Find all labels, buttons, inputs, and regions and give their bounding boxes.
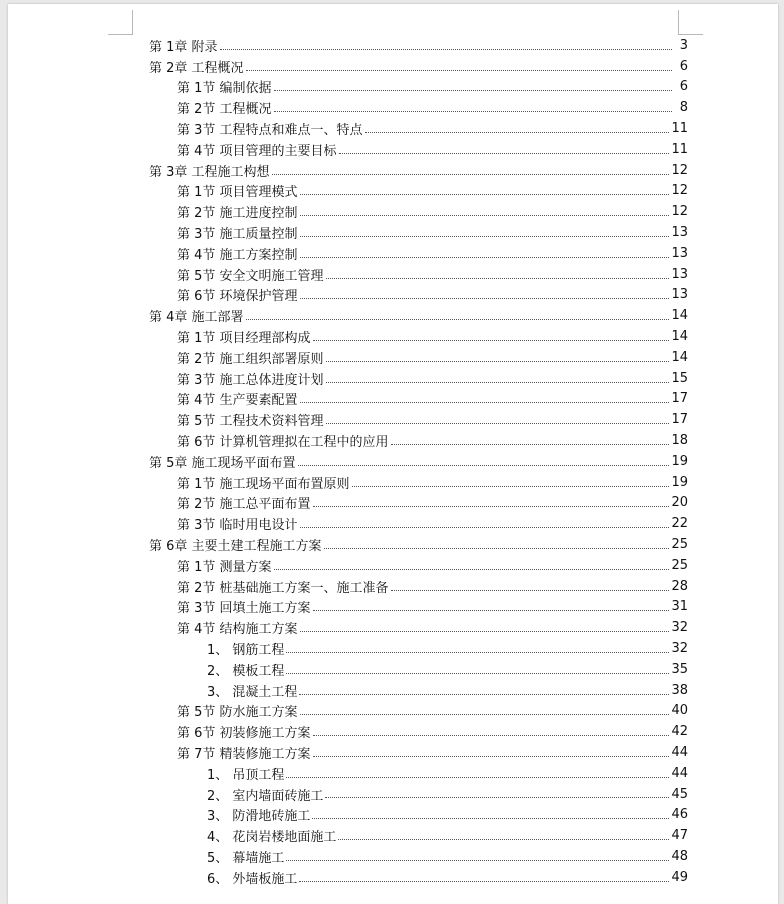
- toc-entry-label: 第 1节 项目经理部构成: [177, 331, 311, 347]
- toc-entry[interactable]: [149, 513, 688, 534]
- toc-entry-label: 1、 吊顶工程: [207, 767, 285, 783]
- document-page: [8, 4, 778, 904]
- toc-entry[interactable]: [149, 846, 688, 867]
- toc-entry-label: 第 6章 主要土建工程施工方案: [149, 539, 322, 555]
- toc-entry-label: 第 2节 施工总平面布置: [177, 497, 311, 513]
- toc-page-number: 11: [671, 141, 688, 157]
- toc-entry-label: 第 5节 安全文明施工管理: [177, 268, 324, 284]
- toc-page-number: 44: [671, 744, 688, 760]
- toc-page-number: 18: [671, 433, 688, 449]
- toc-entry-label: 第 4章 施工部署: [149, 310, 244, 326]
- toc-dot-leader: [286, 651, 669, 653]
- toc-dot-leader: [300, 401, 670, 403]
- toc-dot-leader: [220, 48, 672, 50]
- toc-page-number: 20: [671, 495, 688, 511]
- toc-dot-leader: [274, 110, 672, 112]
- toc-entry[interactable]: [149, 305, 688, 326]
- toc-entry-label: 5、 幕墙施工: [207, 850, 285, 866]
- toc-page-number: 47: [671, 828, 688, 844]
- toc-page-number: 25: [671, 557, 688, 573]
- toc-page-number: 49: [671, 869, 688, 885]
- toc-entry[interactable]: [149, 347, 688, 368]
- toc-entry[interactable]: [149, 784, 688, 805]
- toc-entry[interactable]: [149, 763, 688, 784]
- toc-entry[interactable]: [149, 118, 688, 139]
- toc-page-number: 45: [671, 786, 688, 802]
- toc-dot-leader: [312, 817, 669, 819]
- toc-page-number: 32: [671, 641, 688, 656]
- toc-dot-leader: [313, 505, 670, 507]
- toc-entry[interactable]: [149, 680, 688, 701]
- toc-dot-leader: [286, 776, 669, 778]
- toc-entry[interactable]: [149, 555, 688, 576]
- toc-page-number: 19: [671, 453, 688, 469]
- toc-page-number: 12: [671, 183, 688, 199]
- toc-dot-leader: [325, 796, 669, 798]
- toc-entry[interactable]: [149, 472, 688, 493]
- toc-dot-leader: [391, 443, 670, 445]
- toc-page-number: 40: [671, 703, 688, 719]
- toc-entry-label: 第 5节 工程技术资料管理: [177, 414, 324, 430]
- toc-entry[interactable]: [149, 409, 688, 430]
- toc-entry[interactable]: [149, 222, 688, 243]
- toc-dot-leader: [286, 672, 669, 674]
- toc-entry[interactable]: [149, 597, 688, 618]
- toc-entry-label: 第 3节 临时用电设计: [177, 518, 298, 534]
- toc-dot-leader: [326, 360, 670, 362]
- toc-entry[interactable]: [149, 243, 688, 264]
- toc-entry[interactable]: [149, 576, 688, 597]
- toc-entry-label: 第 3节 施工总体进度计划: [177, 372, 324, 388]
- toc-entry[interactable]: [149, 493, 688, 514]
- toc-page-number: 3: [679, 37, 688, 53]
- toc-entry[interactable]: [149, 77, 688, 98]
- toc-entry-label: 第 4节 施工方案控制: [177, 247, 298, 263]
- toc-entry-label: 第 6节 环境保护管理: [177, 289, 298, 305]
- toc-entry[interactable]: [149, 285, 688, 306]
- toc-entry[interactable]: [149, 721, 688, 742]
- toc-dot-leader: [299, 693, 669, 695]
- toc-entry-label: 第 7节 精装修施工方案: [177, 746, 311, 762]
- toc-dot-leader: [313, 609, 670, 611]
- toc-dot-leader: [300, 193, 670, 195]
- toc-entry-label: 3、 混凝土工程: [207, 684, 298, 700]
- toc-entry-label: 第 2节 工程概况: [177, 102, 272, 118]
- toc-entry[interactable]: [149, 97, 688, 118]
- toc-entry[interactable]: [149, 430, 688, 451]
- toc-page-number: 48: [671, 848, 688, 864]
- toc-entry-label: 第 3节 施工质量控制: [177, 227, 298, 243]
- toc-entry-label: 第 1节 项目管理模式: [177, 185, 298, 201]
- toc-entry[interactable]: [149, 368, 688, 389]
- toc-dot-leader: [300, 214, 670, 216]
- toc-page-number: 25: [671, 537, 688, 553]
- toc-dot-leader: [272, 173, 670, 175]
- margin-corner-top-right: [678, 10, 703, 35]
- toc-page-number: 17: [671, 412, 688, 428]
- toc-entry-label: 3、 防滑地砖施工: [207, 809, 311, 825]
- toc-page-number: 38: [671, 682, 688, 698]
- toc-entry[interactable]: [149, 139, 688, 160]
- toc-entry[interactable]: [149, 825, 688, 846]
- toc-dot-leader: [274, 568, 670, 570]
- toc-page-number: 31: [671, 599, 688, 615]
- toc-page-number: 46: [671, 807, 688, 823]
- toc-dot-leader: [246, 318, 670, 320]
- toc-page-number: 13: [671, 225, 688, 241]
- toc-entry-label: 第 6节 计算机管理拟在工程中的应用: [177, 435, 389, 451]
- toc-entry-label: 第 5章 施工现场平面布置: [149, 455, 296, 471]
- toc-entry-label: 第 2节 施工进度控制: [177, 206, 298, 222]
- toc-entry[interactable]: [149, 534, 688, 555]
- toc-dot-leader: [326, 381, 670, 383]
- toc-entry[interactable]: [149, 160, 688, 181]
- toc-dot-leader: [324, 547, 670, 549]
- toc-entry-label: 第 3节 回填土施工方案: [177, 601, 311, 617]
- toc-dot-leader: [246, 69, 672, 71]
- toc-page-number: 14: [671, 308, 688, 324]
- toc-page-number: 13: [671, 245, 688, 261]
- toc-entry[interactable]: [149, 638, 688, 659]
- toc-entry-label: 第 3章 工程施工构想: [149, 164, 270, 180]
- toc-dot-leader: [326, 277, 670, 279]
- toc-entry[interactable]: [149, 264, 688, 285]
- toc-page-number: 44: [671, 765, 688, 781]
- toc-dot-leader: [338, 838, 669, 840]
- toc-page-number: 17: [671, 391, 688, 407]
- toc-entry[interactable]: [149, 389, 688, 410]
- toc-entry-label: 第 1节 施工现场平面布置原则: [177, 476, 350, 492]
- toc-dot-leader: [313, 755, 670, 757]
- toc-dot-leader: [300, 713, 670, 715]
- toc-entry-label: 第 4节 结构施工方案: [177, 622, 298, 638]
- toc-page-number: 6: [679, 58, 688, 74]
- toc-dot-leader: [391, 589, 670, 591]
- toc-dot-leader: [299, 880, 669, 882]
- toc-dot-leader: [313, 339, 670, 341]
- toc-page-number: 35: [671, 661, 688, 677]
- toc-entry-label: 2、 模板工程: [207, 663, 285, 679]
- toc-entry-label: 第 1章 附录: [149, 39, 218, 55]
- toc-page-number: 32: [671, 620, 688, 636]
- toc-entry-label: 第 3节 工程特点和难点一、特点: [177, 123, 363, 139]
- toc-page-number: 19: [671, 474, 688, 490]
- toc-entry-label: 4、 花岗岩楼地面施工: [207, 830, 337, 846]
- toc-entry[interactable]: [149, 659, 688, 680]
- toc-dot-leader: [339, 152, 670, 154]
- toc-page-number: 11: [671, 121, 688, 137]
- toc-dot-leader: [300, 297, 670, 299]
- toc-page-number: 14: [671, 349, 688, 365]
- toc-entry-label: 第 2章 工程概况: [149, 60, 244, 76]
- toc-entry[interactable]: [149, 56, 688, 77]
- toc-entry-label: 第 2节 施工组织部署原则: [177, 351, 324, 367]
- margin-corner-top-left: [108, 10, 133, 35]
- toc-dot-leader: [298, 464, 670, 466]
- toc-dot-leader: [274, 89, 672, 91]
- toc-entry[interactable]: [149, 451, 688, 472]
- toc-dot-leader: [300, 256, 670, 258]
- toc-entry[interactable]: [149, 35, 688, 56]
- toc-page-number: 13: [671, 287, 688, 303]
- toc-dot-leader: [300, 526, 670, 528]
- toc-dot-leader: [300, 235, 670, 237]
- toc-dot-leader: [365, 131, 670, 133]
- toc-dot-leader: [313, 734, 670, 736]
- toc-entry[interactable]: [149, 326, 688, 347]
- toc-entry-label: 第 1节 编制依据: [177, 81, 272, 97]
- toc-entry[interactable]: [149, 701, 688, 722]
- toc-page-number: 42: [671, 724, 688, 740]
- toc-entry-label: 第 4节 项目管理的主要目标: [177, 143, 337, 159]
- toc-dot-leader: [326, 422, 670, 424]
- toc-entry[interactable]: [149, 742, 688, 763]
- toc-dot-leader: [352, 485, 670, 487]
- toc-page-number: 13: [671, 266, 688, 282]
- toc-entry-label: 第 6节 初装修施工方案: [177, 726, 311, 742]
- toc-page-number: 12: [671, 204, 688, 220]
- toc-entry-label: 1、 钢筋工程: [207, 643, 285, 658]
- toc-page-number: 22: [671, 516, 688, 532]
- toc-page-number: 8: [679, 100, 688, 116]
- toc-entry-label: 2、 室内墙面砖施工: [207, 788, 324, 804]
- toc-entry-label: 第 4节 生产要素配置: [177, 393, 298, 409]
- toc-entry-label: 第 5节 防水施工方案: [177, 705, 298, 721]
- toc-entry-label: 第 2节 桩基础施工方案一、施工准备: [177, 580, 389, 596]
- toc-entry-label: 6、 外墙板施工: [207, 871, 298, 887]
- toc-entry[interactable]: [149, 201, 688, 222]
- table-of-contents: [149, 35, 688, 888]
- toc-dot-leader: [286, 859, 669, 861]
- toc-entry[interactable]: [149, 617, 688, 638]
- toc-page-number: 28: [671, 578, 688, 594]
- toc-page-number: 15: [671, 370, 688, 386]
- toc-page-number: 12: [671, 162, 688, 178]
- toc-dot-leader: [300, 630, 670, 632]
- toc-page-number: 14: [671, 329, 688, 345]
- toc-entry-label: 第 1节 测量方案: [177, 559, 272, 575]
- toc-entry[interactable]: [149, 181, 688, 202]
- toc-page-number: 6: [679, 79, 688, 95]
- toc-entry[interactable]: [149, 804, 688, 825]
